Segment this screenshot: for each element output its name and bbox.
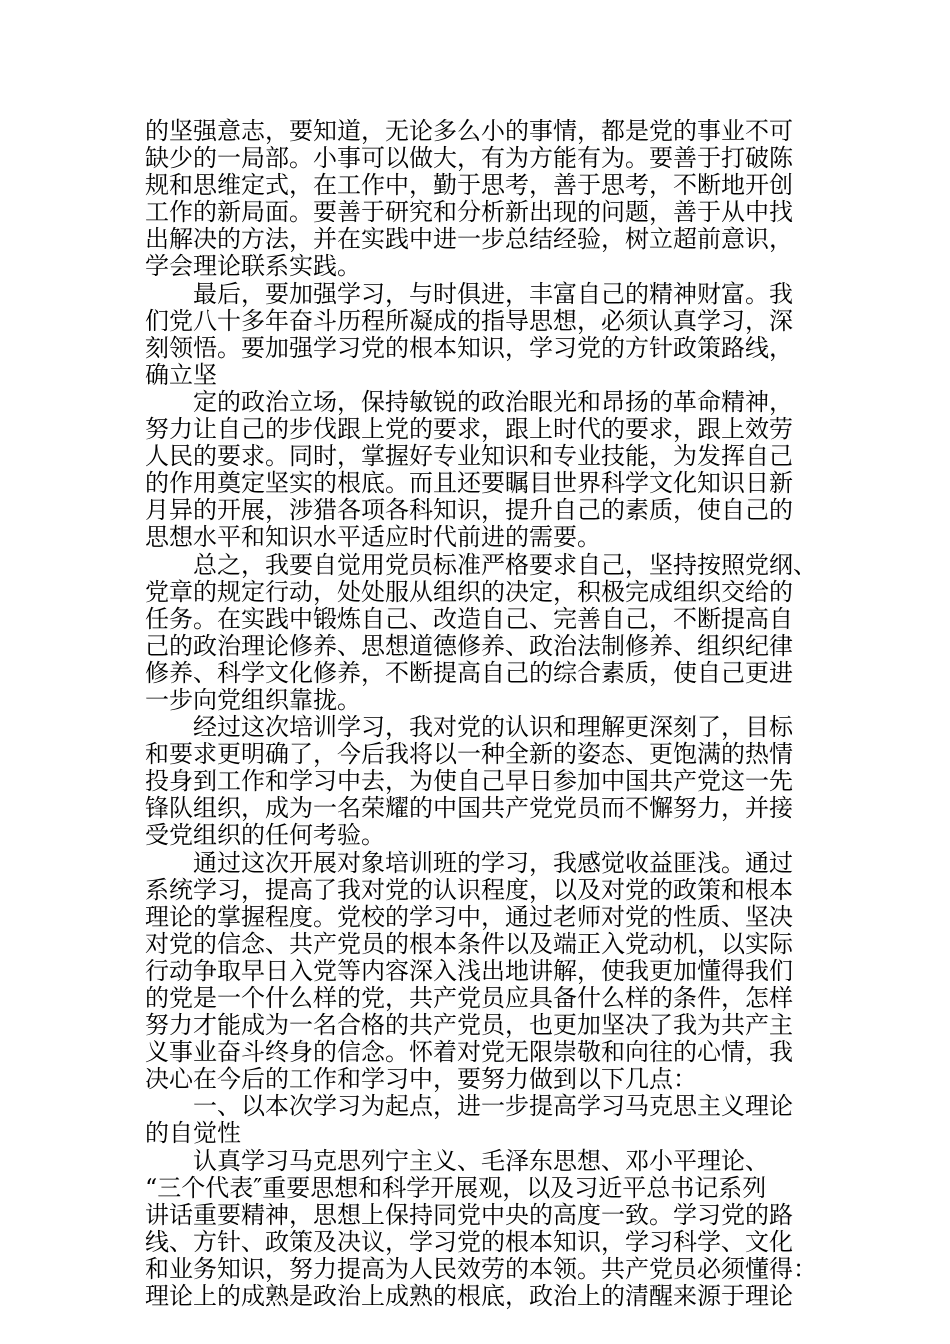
text-line: 投身到工作和学习中去，为使自己早日参加中国共产党这一先 (145, 767, 793, 796)
paragraph (145, 1093, 825, 1147)
text-line: 的坚强意志，要知道，无论多么小的事情，都是党的事业不可 (145, 117, 793, 145)
text-line: 最后，要加强学习，与时俱进，丰富自己的精神财富。我 (145, 279, 793, 308)
text-line: 的党是一个什么样的党，共产党员应具备什么样的条件，怎样 (145, 984, 793, 1012)
paragraph (145, 118, 825, 281)
text-line: 讲话重要精神，思想上保持同党中央的高度一致。学习党的路 (145, 1200, 793, 1229)
text-line: 的作用奠定坚实的根底。而且还要瞩目世界科学文化知识日新 (145, 469, 793, 498)
text-line: 工作的新局面。要善于研究和分析新出现的问题，善于从中找 (145, 198, 793, 227)
text-line: 决心在今后的工作和学习中，要努力做到以下几点： (145, 1065, 697, 1094)
paragraph (145, 281, 825, 389)
text-line: 理论上的成熟是政治上成熟的根底，政治上的清醒来源于理论 (145, 1282, 793, 1311)
text-line: 总之，我要自觉用党员标准严格要求自己，坚持按照党纲、 (145, 550, 817, 579)
paragraph (145, 850, 825, 1094)
paragraph (145, 552, 825, 715)
text-line: 和业务知识，努力提高为人民效劳的本领。共产党员必须懂得： (145, 1254, 817, 1283)
text-line: 修养、科学文化修养，不断提高自己的综合素质，使自己更进 (145, 658, 793, 687)
text-line: 学会理论联系实践。 (145, 252, 361, 281)
text-line: 人民的要求。同时，掌握好专业知识和专业技能，为发挥自己 (145, 442, 793, 471)
text-line: 一步向党组织靠拢。 (145, 685, 361, 714)
text-line: 任务。在实践中锻炼自己、改造自己、完善自己，不断提高自 (145, 604, 793, 633)
paragraph (145, 389, 825, 552)
text-line: 系统学习，提高了我对党的认识程度，以及对党的政策和根本 (145, 875, 793, 904)
paragraph (145, 714, 825, 849)
text-line: 月异的开展，涉猎各项各科知识，提升自己的素质，使自己的 (145, 496, 793, 525)
text-line: 和要求更明确了，今后我将以一种全新的姿态、更饱满的热情 (145, 740, 793, 769)
text-line: 经过这次培训学习，我对党的认识和理解更深刻了，目标 (145, 713, 793, 742)
text-line: 认真学习马克思列宁主义、毛泽东思想、邓小平理论、 (145, 1146, 769, 1175)
text-line: 通过这次开展对象培训班的学习，我感觉收益匪浅。通过 (145, 848, 793, 877)
text-line: 思想水平和知识水平适应时代前进的需要。 (145, 523, 601, 552)
text-line: 努力让自己的步伐跟上党的要求，跟上时代的要求，跟上效劳 (145, 415, 793, 444)
text-line: 缺少的一局部。小事可以做大，有为方能有为。要善于打破陈 (145, 144, 793, 173)
text-line: 确立坚 (145, 360, 217, 389)
text-line: 线、方针、政策及决议，学习党的根本知识，学习科学、文化 (145, 1227, 793, 1256)
text-line: 努力才能成为一名合格的共产党员，也更加坚决了我为共产主 (145, 1011, 793, 1040)
text-line: 锋队组织，成为一名荣耀的中国共产党党员而不懈努力，并接 (145, 794, 793, 823)
text-line: 们党八十多年奋斗历程所凝成的指导思想，必须认真学习，深 (145, 306, 793, 335)
text-line: 规和思维定式，在工作中，勤于思考，善于思考，不断地开创 (145, 171, 793, 200)
text-line: 的自觉性 (145, 1119, 241, 1148)
text-line: 理论的掌握程度。党校的学习中，通过老师对党的性质、坚决 (145, 902, 793, 931)
text-line: 定的政治立场，保持敏锐的政治眼光和昂扬的革命精神， (145, 387, 793, 416)
text-line: 行动争取早日入党等内容深入浅出地讲解，使我更加懂得我们 (145, 956, 793, 985)
body-text (145, 118, 825, 1310)
text-line: 一、以本次学习为起点，进一步提高学习马克思主义理论 (145, 1092, 793, 1121)
text-line: 出解决的方法，并在实践中进一步总结经验，树立超前意识， (145, 225, 793, 254)
text-line: “三个代表″重要思想和科学开展观，以及习近平总书记系列 (145, 1173, 767, 1202)
text-line: 党章的规定行动，处处服从组织的决定，积极完成组织交给的 (145, 577, 793, 606)
text-line: 己的政治理论修养、思想道德修养、政治法制修养、组织纪律 (145, 631, 793, 660)
text-line: 对党的信念、共产党员的根本条件以及端正入党动机，以实际 (145, 929, 793, 958)
paragraph (145, 1148, 825, 1311)
text-line: 刻领悟。要加强学习党的根本知识，学习党的方针政策路线， (145, 333, 793, 362)
text-line: 义事业奋斗终身的信念。怀着对党无限崇敬和向往的心情，我 (145, 1038, 793, 1067)
text-line: 受党组织的任何考验。 (145, 821, 385, 850)
